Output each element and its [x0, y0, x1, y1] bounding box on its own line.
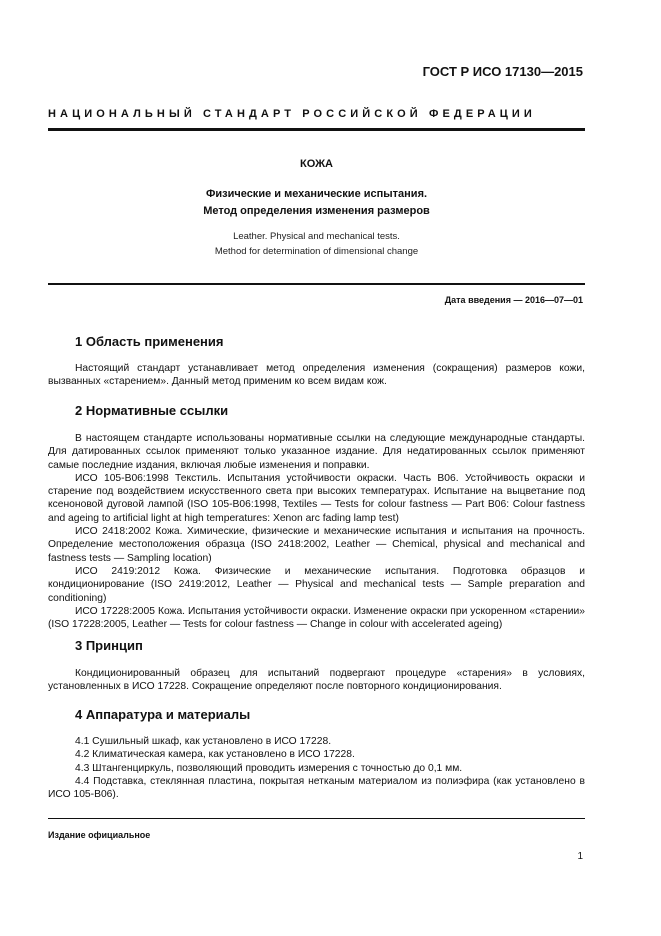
- reference-iso-2418: ИСО 2418:2002 Кожа. Химические, физические и механические испытания и испытания на прочность. Определение местоположения образца (ISO 2418:2002, Leather — Chemical, physical and mechanical and fastness tests — Sampling location): [48, 526, 585, 564]
- section-3-body: [48, 667, 585, 694]
- paragraph: В настоящем стандарте использованы нормативные ссылки на следующие международные стандарты. Для датированных ссылок применяют только указанное издание. Для недатированных ссылок применяют самые последние издания, включая любые изменения и поправки.: [48, 433, 585, 471]
- section-1-body: [48, 362, 585, 389]
- paragraph: Настоящий стандарт устанавливает метод определения изменения (сокращения) размеров кожи, вызванных «старением». Данный метод применим ко всем видам кож.: [48, 363, 585, 388]
- header-rule: [48, 128, 585, 131]
- document-title: КОЖА: [299, 158, 333, 170]
- list-item: 4.3 Штангенциркуль, позволяющий проводить измерения с точностью до 0,1 мм.: [75, 762, 463, 774]
- document-code: ГОСТ Р ИСО 17130—2015: [422, 64, 583, 79]
- introduction-date: Дата введения — 2016—07—01: [444, 295, 583, 305]
- section-4-body: [48, 735, 585, 801]
- footer-rule: [48, 818, 585, 819]
- section-4-heading: 4 Аппаратура и материалы: [75, 707, 251, 722]
- page-number: 1: [577, 851, 583, 862]
- official-edition-label: Издание официальное: [48, 830, 151, 840]
- subtitle-line-1: Физические и механические испытания.: [205, 188, 428, 200]
- title-rule: [48, 283, 585, 285]
- subtitle-line-2: Метод определения изменения размеров: [203, 205, 430, 217]
- section-2-body: [48, 432, 585, 631]
- section-3-heading: 3 Принцип: [75, 638, 143, 653]
- section-1-heading: 1 Область применения: [75, 334, 224, 349]
- english-title-line-2: Method for determination of dimensional change: [214, 246, 419, 257]
- list-item: 4.4 Подставка, стеклянная пластина, покрытая нетканым материалом из полиэфира (как установлено в ИСО 105-B06).: [48, 775, 585, 801]
- list-item: 4.2 Климатическая камера, как установлено в ИСО 17228.: [75, 749, 355, 761]
- english-title-line-1: Leather. Physical and mechanical tests.: [233, 231, 400, 242]
- english-title: [48, 229, 585, 259]
- list-item: 4.1 Сушильный шкаф, как установлено в ИСО 17228.: [75, 736, 332, 747]
- national-standard-banner: НАЦИОНАЛЬНЫЙ СТАНДАРТ РОССИЙСКОЙ ФЕДЕРАЦИИ: [48, 108, 536, 120]
- section-2-heading: 2 Нормативные ссылки: [75, 403, 229, 418]
- paragraph: Кондиционированный образец для испытаний подвергают процедуре «старения» в условиях, установленных в ИСО 17228. Сокращение определяют после повторного кондиционирования.: [48, 668, 585, 693]
- reference-iso-2419: ИСО 2419:2012 Кожа. Физические и механические испытания. Подготовка образцов и кондиционирование (ISO 2419:2012, Leather — Physical and mechanical tests — Sample preparation and conditioning): [48, 565, 585, 604]
- document-subtitle: [48, 186, 585, 220]
- reference-iso-105-b06: ИСО 105-B06:1998 Текстиль. Испытания устойчивости окраски. Часть B06. Устойчивость окраски и старение под воздействием искусственного света при высоких температурах. Испытание на выцветание под ксеноновой дуговой лампой (ISO 105-B06:1998, Textiles — Tests for colour fastness — Part B06: Colour fastness and ageing to artificial light at high temperatures: Xenon arc fading lamp test): [48, 472, 585, 524]
- reference-iso-17228: ИСО 17228:2005 Кожа. Испытания устойчивости окраски. Изменение окраски при ускоренном «старении» (ISO 17228:2005, Leather — Tests for colour fastness — Change in colour with accelerated ageing): [48, 605, 585, 631]
